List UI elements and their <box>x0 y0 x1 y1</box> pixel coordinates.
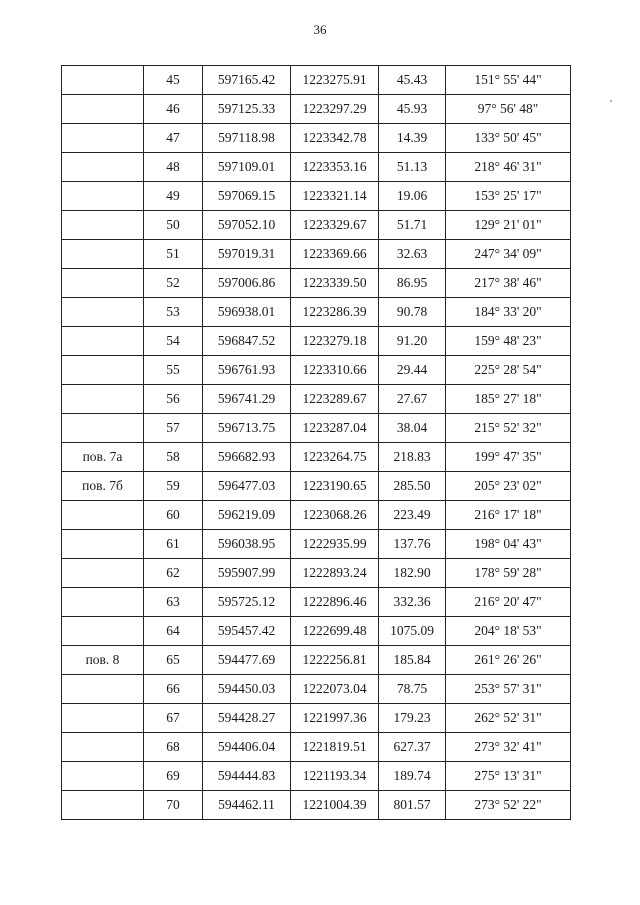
x-coordinate-cell: 594462.11 <box>203 791 291 820</box>
table-row <box>62 791 571 820</box>
point-number-cell: 46 <box>144 95 203 124</box>
length-cell: 14.39 <box>379 124 446 153</box>
table-row <box>62 675 571 704</box>
table-row <box>62 298 571 327</box>
point-number-cell: 64 <box>144 617 203 646</box>
point-number-cell: 63 <box>144 588 203 617</box>
point-number-cell: 68 <box>144 733 203 762</box>
turn-label-cell <box>62 559 144 588</box>
point-number-cell: 67 <box>144 704 203 733</box>
direction-angle-cell: 216° 17' 18" <box>446 501 571 530</box>
length-cell: 627.37 <box>379 733 446 762</box>
direction-angle-cell: 225° 28' 54" <box>446 356 571 385</box>
x-coordinate-cell: 597069.15 <box>203 182 291 211</box>
x-coordinate-cell: 597118.98 <box>203 124 291 153</box>
table-row <box>62 501 571 530</box>
x-coordinate-cell: 596682.93 <box>203 443 291 472</box>
point-number-cell: 62 <box>144 559 203 588</box>
turn-label-cell: пов. 8 <box>62 646 144 675</box>
x-coordinate-cell: 596477.03 <box>203 472 291 501</box>
length-cell: 29.44 <box>379 356 446 385</box>
length-cell: 45.43 <box>379 66 446 95</box>
y-coordinate-cell: 1223289.67 <box>291 385 379 414</box>
point-number-cell: 55 <box>144 356 203 385</box>
length-cell: 332.36 <box>379 588 446 617</box>
length-cell: 51.13 <box>379 153 446 182</box>
direction-angle-cell: 129° 21' 01" <box>446 211 571 240</box>
table-row <box>62 559 571 588</box>
point-number-cell: 69 <box>144 762 203 791</box>
point-number-cell: 47 <box>144 124 203 153</box>
length-cell: 78.75 <box>379 675 446 704</box>
y-coordinate-cell: 1222935.99 <box>291 530 379 559</box>
y-coordinate-cell: 1223286.39 <box>291 298 379 327</box>
direction-angle-cell: 217° 38' 46" <box>446 269 571 298</box>
y-coordinate-cell: 1222073.04 <box>291 675 379 704</box>
point-number-cell: 61 <box>144 530 203 559</box>
turn-label-cell <box>62 211 144 240</box>
y-coordinate-cell: 1223275.91 <box>291 66 379 95</box>
turn-label-cell <box>62 298 144 327</box>
y-coordinate-cell: 1223297.29 <box>291 95 379 124</box>
direction-angle-cell: 159° 48' 23" <box>446 327 571 356</box>
direction-angle-cell: 205° 23' 02" <box>446 472 571 501</box>
turn-label-cell <box>62 762 144 791</box>
turn-label-cell <box>62 733 144 762</box>
point-number-cell: 65 <box>144 646 203 675</box>
direction-angle-cell: 262° 52' 31" <box>446 704 571 733</box>
point-number-cell: 50 <box>144 211 203 240</box>
scan-speck <box>610 100 612 102</box>
direction-angle-cell: 216° 20' 47" <box>446 588 571 617</box>
table-row <box>62 66 571 95</box>
point-number-cell: 45 <box>144 66 203 95</box>
length-cell: 90.78 <box>379 298 446 327</box>
y-coordinate-cell: 1223369.66 <box>291 240 379 269</box>
y-coordinate-cell: 1222896.46 <box>291 588 379 617</box>
x-coordinate-cell: 597125.33 <box>203 95 291 124</box>
length-cell: 137.76 <box>379 530 446 559</box>
turn-label-cell <box>62 791 144 820</box>
direction-angle-cell: 218° 46' 31" <box>446 153 571 182</box>
y-coordinate-cell: 1223342.78 <box>291 124 379 153</box>
point-number-cell: 48 <box>144 153 203 182</box>
turn-label-cell: пов. 7а <box>62 443 144 472</box>
turn-label-cell <box>62 675 144 704</box>
direction-angle-cell: 185° 27' 18" <box>446 385 571 414</box>
turn-label-cell <box>62 182 144 211</box>
point-number-cell: 66 <box>144 675 203 704</box>
table-row <box>62 530 571 559</box>
direction-angle-cell: 275° 13' 31" <box>446 762 571 791</box>
x-coordinate-cell: 594450.03 <box>203 675 291 704</box>
y-coordinate-cell: 1222893.24 <box>291 559 379 588</box>
x-coordinate-cell: 594428.27 <box>203 704 291 733</box>
turn-label-cell <box>62 153 144 182</box>
page-number: 36 <box>313 22 327 37</box>
x-coordinate-cell: 597019.31 <box>203 240 291 269</box>
y-coordinate-cell: 1223339.50 <box>291 269 379 298</box>
turn-label-cell <box>62 530 144 559</box>
table-row <box>62 733 571 762</box>
table-row <box>62 269 571 298</box>
turn-label-cell <box>62 588 144 617</box>
y-coordinate-cell: 1221193.34 <box>291 762 379 791</box>
table-row <box>62 443 571 472</box>
y-coordinate-cell: 1223068.26 <box>291 501 379 530</box>
coordinates-table <box>61 65 571 820</box>
table-row <box>62 472 571 501</box>
point-number-cell: 49 <box>144 182 203 211</box>
table-row <box>62 95 571 124</box>
x-coordinate-cell: 597006.86 <box>203 269 291 298</box>
y-coordinate-cell: 1223287.04 <box>291 414 379 443</box>
x-coordinate-cell: 596938.01 <box>203 298 291 327</box>
length-cell: 32.63 <box>379 240 446 269</box>
length-cell: 189.74 <box>379 762 446 791</box>
table-row <box>62 385 571 414</box>
x-coordinate-cell: 595725.12 <box>203 588 291 617</box>
direction-angle-cell: 215° 52' 32" <box>446 414 571 443</box>
point-number-cell: 57 <box>144 414 203 443</box>
x-coordinate-cell: 596761.93 <box>203 356 291 385</box>
x-coordinate-cell: 594477.69 <box>203 646 291 675</box>
turn-label-cell <box>62 501 144 530</box>
table-body <box>62 66 571 820</box>
turn-label-cell <box>62 385 144 414</box>
direction-angle-cell: 97° 56' 48" <box>446 95 571 124</box>
y-coordinate-cell: 1222256.81 <box>291 646 379 675</box>
length-cell: 185.84 <box>379 646 446 675</box>
x-coordinate-cell: 595907.99 <box>203 559 291 588</box>
table-row <box>62 646 571 675</box>
y-coordinate-cell: 1223264.75 <box>291 443 379 472</box>
turn-label-cell <box>62 269 144 298</box>
point-number-cell: 70 <box>144 791 203 820</box>
turn-label-cell <box>62 327 144 356</box>
x-coordinate-cell: 596713.75 <box>203 414 291 443</box>
length-cell: 223.49 <box>379 501 446 530</box>
length-cell: 179.23 <box>379 704 446 733</box>
length-cell: 218.83 <box>379 443 446 472</box>
length-cell: 19.06 <box>379 182 446 211</box>
point-number-cell: 59 <box>144 472 203 501</box>
x-coordinate-cell: 594444.83 <box>203 762 291 791</box>
direction-angle-cell: 198° 04' 43" <box>446 530 571 559</box>
x-coordinate-cell: 597052.10 <box>203 211 291 240</box>
y-coordinate-cell: 1223353.16 <box>291 153 379 182</box>
y-coordinate-cell: 1223329.67 <box>291 211 379 240</box>
length-cell: 91.20 <box>379 327 446 356</box>
length-cell: 27.67 <box>379 385 446 414</box>
table-row <box>62 153 571 182</box>
x-coordinate-cell: 596847.52 <box>203 327 291 356</box>
length-cell: 38.04 <box>379 414 446 443</box>
length-cell: 51.71 <box>379 211 446 240</box>
point-number-cell: 58 <box>144 443 203 472</box>
y-coordinate-cell: 1221819.51 <box>291 733 379 762</box>
direction-angle-cell: 273° 32' 41" <box>446 733 571 762</box>
y-coordinate-cell: 1221004.39 <box>291 791 379 820</box>
turn-label-cell <box>62 414 144 443</box>
table-row <box>62 124 571 153</box>
table-row <box>62 356 571 385</box>
length-cell: 86.95 <box>379 269 446 298</box>
y-coordinate-cell: 1223321.14 <box>291 182 379 211</box>
table-row <box>62 414 571 443</box>
point-number-cell: 54 <box>144 327 203 356</box>
direction-angle-cell: 199° 47' 35" <box>446 443 571 472</box>
turn-label-cell <box>62 617 144 646</box>
point-number-cell: 51 <box>144 240 203 269</box>
x-coordinate-cell: 595457.42 <box>203 617 291 646</box>
table-row <box>62 327 571 356</box>
turn-label-cell <box>62 66 144 95</box>
length-cell: 45.93 <box>379 95 446 124</box>
x-coordinate-cell: 596219.09 <box>203 501 291 530</box>
turn-label-cell <box>62 704 144 733</box>
direction-angle-cell: 273° 52' 22" <box>446 791 571 820</box>
y-coordinate-cell: 1221997.36 <box>291 704 379 733</box>
table-row <box>62 182 571 211</box>
turn-label-cell: пов. 7б <box>62 472 144 501</box>
length-cell: 285.50 <box>379 472 446 501</box>
turn-label-cell <box>62 356 144 385</box>
turn-label-cell <box>62 240 144 269</box>
x-coordinate-cell: 596741.29 <box>203 385 291 414</box>
length-cell: 182.90 <box>379 559 446 588</box>
table-row <box>62 240 571 269</box>
table-row <box>62 762 571 791</box>
direction-angle-cell: 261° 26' 26" <box>446 646 571 675</box>
y-coordinate-cell: 1223310.66 <box>291 356 379 385</box>
table-row <box>62 617 571 646</box>
direction-angle-cell: 178° 59' 28" <box>446 559 571 588</box>
direction-angle-cell: 151° 55' 44" <box>446 66 571 95</box>
direction-angle-cell: 253° 57' 31" <box>446 675 571 704</box>
direction-angle-cell: 133° 50' 45" <box>446 124 571 153</box>
point-number-cell: 53 <box>144 298 203 327</box>
direction-angle-cell: 184° 33' 20" <box>446 298 571 327</box>
table-row <box>62 588 571 617</box>
table-row <box>62 704 571 733</box>
x-coordinate-cell: 596038.95 <box>203 530 291 559</box>
point-number-cell: 52 <box>144 269 203 298</box>
direction-angle-cell: 153° 25' 17" <box>446 182 571 211</box>
turn-label-cell <box>62 124 144 153</box>
x-coordinate-cell: 597109.01 <box>203 153 291 182</box>
point-number-cell: 60 <box>144 501 203 530</box>
length-cell: 1075.09 <box>379 617 446 646</box>
point-number-cell: 56 <box>144 385 203 414</box>
y-coordinate-cell: 1223279.18 <box>291 327 379 356</box>
direction-angle-cell: 247° 34' 09" <box>446 240 571 269</box>
table-row <box>62 211 571 240</box>
x-coordinate-cell: 594406.04 <box>203 733 291 762</box>
turn-label-cell <box>62 95 144 124</box>
length-cell: 801.57 <box>379 791 446 820</box>
x-coordinate-cell: 597165.42 <box>203 66 291 95</box>
direction-angle-cell: 204° 18' 53" <box>446 617 571 646</box>
y-coordinate-cell: 1223190.65 <box>291 472 379 501</box>
y-coordinate-cell: 1222699.48 <box>291 617 379 646</box>
